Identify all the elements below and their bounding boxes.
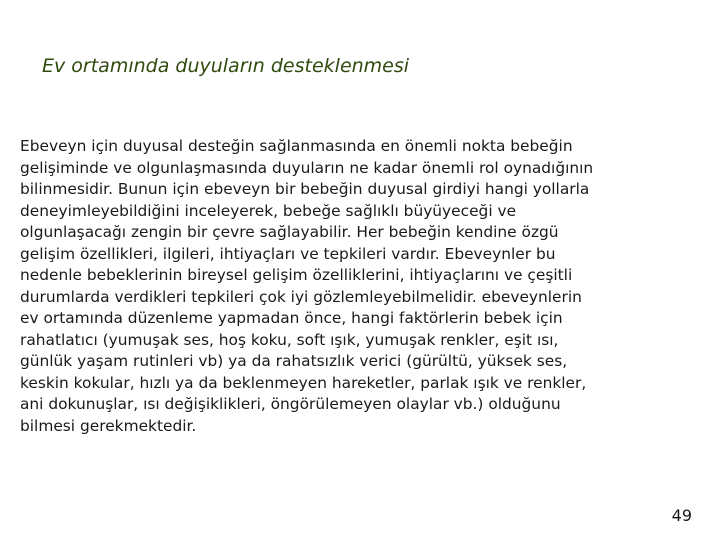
body-line: gelişiminde ve olgunlaşmasında duyuların ne kadar önemli rol oynadığının (20, 158, 594, 177)
slide-title: Ev ortamında duyuların desteklenmesi (42, 55, 410, 77)
body-line: bilinmesidir. Bunun için ebeveyn bir bebeğin duyusal girdiyi hangi yollarla (20, 180, 590, 198)
body-line: gelişim özellikleri, ilgileri, ihtiyaçları ve tepkileri vardır. Ebeveynler bu (20, 244, 556, 263)
body-line: deneyimleyebildiğini inceleyerek, bebeğe sağlıklı büyüyeceği ve (20, 201, 517, 220)
body-line: keskin kokular, hızlı ya da beklenmeyen hareketler, parlak ışık ve renkler, (20, 373, 587, 392)
body-line: durumlarda verdikleri tepkileri çok iyi gözlemleyebilmelidir. ebeveynlerin (20, 287, 582, 306)
body-line: rahatlatıcı (yumuşak ses, hoş koku, soft ışık, yumuşak renkler, eşit ısı, (20, 330, 559, 349)
body-line: günlük yaşam rutinleri vb) ya da rahatsızlık verici (gürültü, yüksek ses, (20, 352, 568, 370)
body-line: olgunlaşacağı zengin bir çevre sağlayabilir. Her bebeğin kendine özgü (20, 223, 559, 241)
body-line: ani dokunuşlar, ısı değişiklikleri, öngörülemeyen olaylar vb.) olduğunu (20, 395, 561, 413)
page-number: 49 (671, 506, 692, 525)
body-line: Ebeveyn için duyusal desteğin sağlanmasında en önemli nokta bebeğin (20, 137, 573, 155)
body-line: ev ortamında düzenleme yapmadan önce, hangi faktörlerin bebek için (20, 309, 563, 327)
body-line: bilmesi gerekmektedir. (20, 416, 197, 435)
body-line: nedenle bebeklerinin bireysel gelişim özelliklerini, ihtiyaçlarını ve çeşitli (20, 266, 573, 284)
body-paragraph (20, 136, 710, 437)
